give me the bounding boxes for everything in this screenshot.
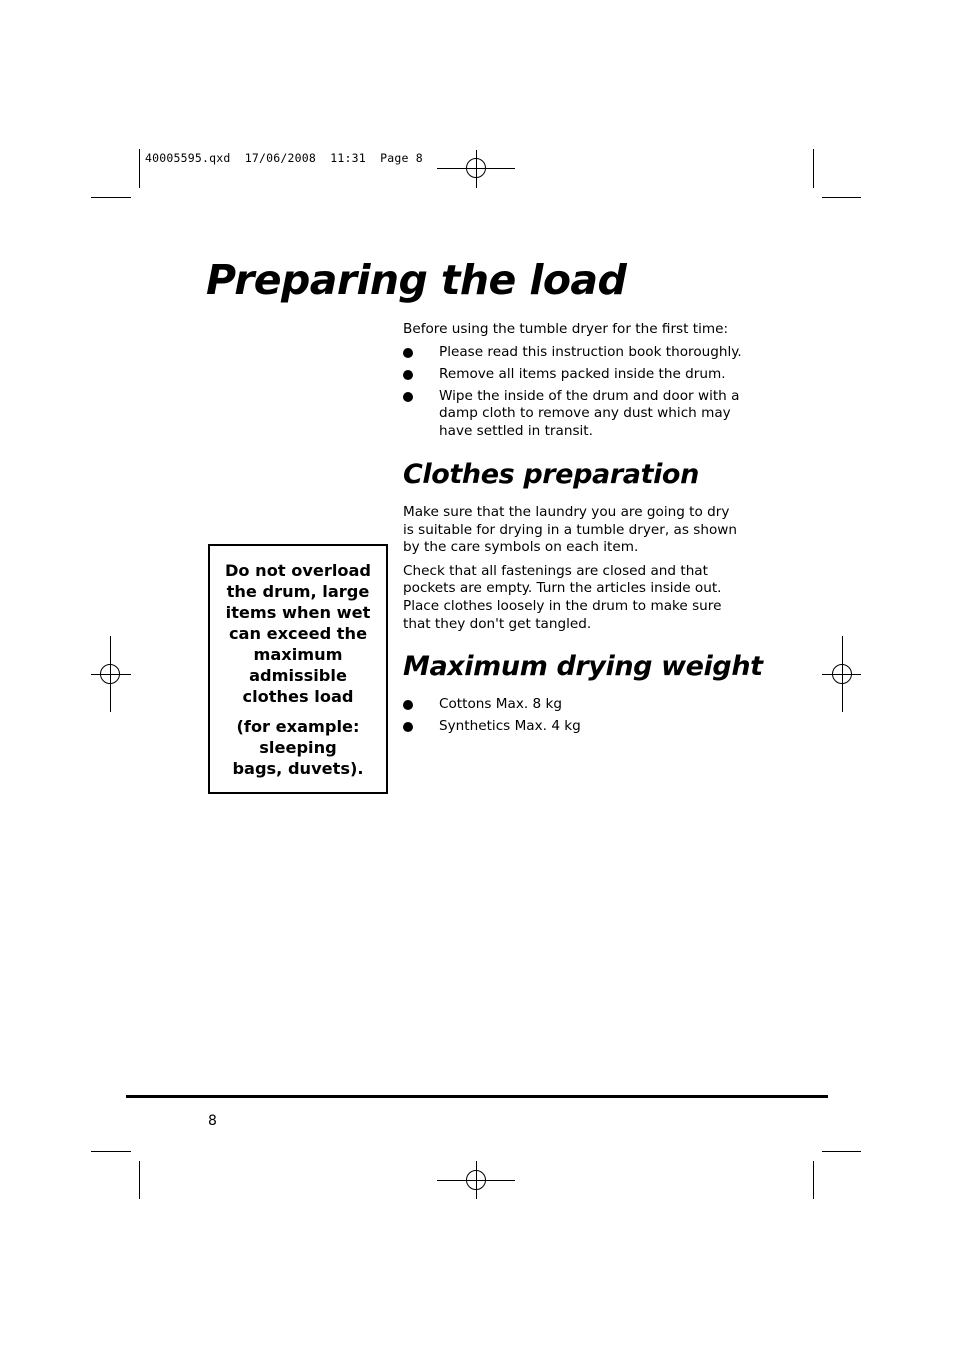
overload-warning-box xyxy=(208,544,388,794)
list-item: Cottons Max. 8 kg xyxy=(403,696,753,714)
warning-text: Do not overload the drum, large items when wet can exceed the maximum admissible clothes load xyxy=(224,561,372,706)
crop-mark xyxy=(139,149,140,188)
crop-mark xyxy=(813,1161,814,1199)
bullet-icon xyxy=(403,700,413,710)
bullet-icon xyxy=(403,348,413,358)
clothes-preparation-body xyxy=(403,504,738,639)
crop-mark xyxy=(822,197,861,198)
crop-mark xyxy=(813,149,814,188)
intro-section xyxy=(403,321,753,445)
paragraph: Check that all fastenings are closed and that pockets are empty. Turn the articles inside out. Place clothes loosely in the drum to make sure that they don't get tangled. xyxy=(403,562,722,632)
list-item: Remove all items packed inside the drum. xyxy=(403,366,753,384)
intro-lead: Before using the tumble dryer for the first time: xyxy=(403,321,729,337)
crop-mark xyxy=(139,1161,140,1199)
footer-rule xyxy=(126,1095,828,1098)
list-item: Wipe the inside of the drum and door with a damp cloth to remove any dust which may have settled in transit. xyxy=(403,388,744,441)
print-slug: 40005595.qxd 17/06/2008 11:31 Page 8 xyxy=(145,151,423,165)
intro-bullet-list xyxy=(403,344,753,441)
list-item: Please read this instruction book thoroughly. xyxy=(403,344,753,362)
page-title: Preparing the load xyxy=(206,256,627,304)
crop-mark xyxy=(91,1151,131,1152)
crop-mark xyxy=(91,197,131,198)
warning-example: (for example: sleeping bags, duvets). xyxy=(232,717,364,778)
clothes-preparation-heading: Clothes preparation xyxy=(403,459,699,490)
bullet-icon xyxy=(403,722,413,732)
max-drying-weight-heading: Maximum drying weight xyxy=(403,651,763,682)
max-drying-weight-list xyxy=(403,696,753,740)
bullet-icon xyxy=(403,392,413,402)
crop-mark xyxy=(822,1151,861,1152)
list-item: Synthetics Max. 4 kg xyxy=(403,718,753,736)
paragraph: Make sure that the laundry you are going to dry is suitable for drying in a tumble dryer, as shown by the care symbols on each item. xyxy=(403,504,738,556)
page-number: 8 xyxy=(208,1113,217,1129)
bullet-icon xyxy=(403,370,413,380)
